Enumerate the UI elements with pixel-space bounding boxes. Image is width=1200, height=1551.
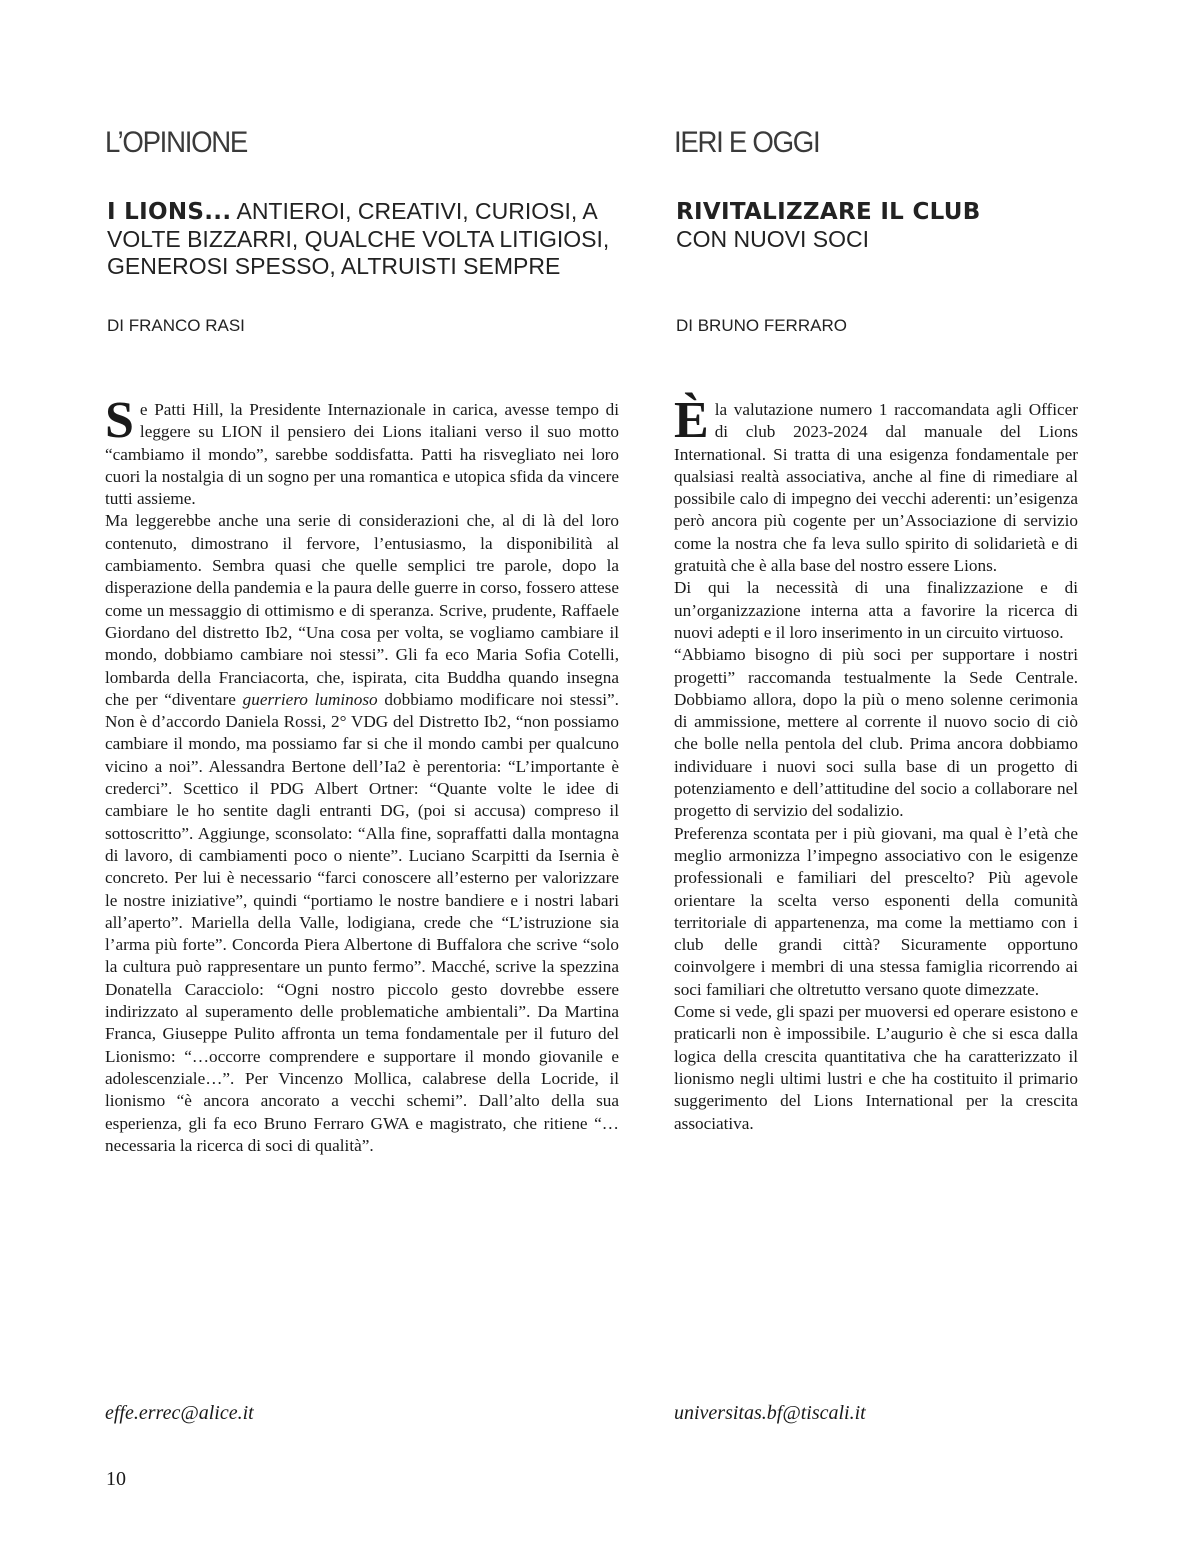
byline: DI BRUNO FERRARO bbox=[676, 316, 847, 335]
headline-bold: I LIONS... bbox=[107, 199, 232, 225]
drop-cap: È bbox=[674, 392, 709, 449]
paragraph: Se Patti Hill, la Presidente Internazionale in carica, avesse tempo di leggere su LION il pensiero dei Lions italiani verso il suo motto “cambiamo il mondo”, sarebbe soddisfatta. Patti ha risvegliato nei loro cuori la nostalgia di un sogno per una romantica e utopica sfida da vincere tutti assieme. bbox=[105, 392, 619, 509]
drop-cap: S bbox=[105, 392, 134, 449]
left-article bbox=[105, 0, 619, 1551]
right-article bbox=[674, 0, 1078, 1551]
page-number: 10 bbox=[106, 1468, 126, 1490]
author-email: effe.errec@alice.it bbox=[105, 1402, 254, 1424]
paragraph: Èla valutazione numero 1 raccomandata agli Officer di club 2023-2024 dal manuale del Lions International. Si tratta di una esigenza fondamentale per qualsiasi realtà associativa, anche al fine di rimediare al possibile calo di impegno dei vecchi aderenti: un’esigenza però ancora più cogente per un’Associazione di servizio come la nostra che fa leva sullo spirito di solidarietà e di gratuità che è alla base del nostro essere Lions. bbox=[674, 392, 1078, 576]
paragraph: Ma leggerebbe anche una serie di considerazioni che, al di là del loro contenuto, dimostrano il fervore, l’entusiasmo, la disponibilità al cambiamento. Sembra quasi che quelle semplici tre parole, dopo la disperazione della pandemia e la paura delle guerre in corso, fossero attese come un messaggio di ottimismo e di speranza. Scrive, prudente, Raffaele Giordano del distretto Ib2, “Una cosa per volta, se vogliamo cambiare il mondo, dobbiamo cambiare noi stessi”. Gli fa eco Maria Sofia Cotelli, lombarda della Franciacorta, che, ispirata, cita Buddha quando insegna che per “diventare guerriero luminoso dobbiamo modificare noi stessi”. Non è d’accordo Daniela Rossi, 2° VDG del Distretto Ib2, “non possiamo cambiare il mondo, ma possiamo far si che il mondo cambi per qualcuno vicino a noi”. Alessandra Bertone dell’Ia2 è perentoria: “L’importante è crederci”. Scettico il PDG Albert Ortner: “Quante volte le idee di cambiare le ho sentite dagli entranti DG, (poi si accusa) compreso il sottoscritto”. Aggiunge, sconsolato: “Alla fine, sopraffatti dalla montagna di lavoro, di cambiamenti poco o niente”. Luciano Scarpitti da Isernia è concreto. Per lui è necessario “farci conoscere all’esterno per valorizzare le nostre iniziative”, quindi “portiamo le nostre bandiere e i nostri labari all’aperto”. Mariella della Valle, lodigiana, crede che “L’istruzione sia l’arma più forte”. Concorda Piera Albertone di Buffalora che scrive “solo la cultura può rappresentare un punto fermo”. Macché, scrive la spezzina Donatella Caracciolo: “Ogni nostro piccolo gesto dovrebbe essere indirizzato al superamento delle problematiche ambientali”. Da Martina Franca, Giuseppe Pulito affronta un tema fondamentale per il futuro del Lionismo: “…occorre comprendere e supportare il mondo giovanile e adolescenziale…”. Per Vincenzo Mollica, calabrese della Locride, il lionismo “è ancora ancorato a vecchi schemi”. Dall’alto della sua esperienza, gli fa eco Bruno Ferraro GWA e magistrato, che ritiene “…necessaria la ricerca di soci di qualità”. bbox=[105, 511, 619, 1155]
section-label: IERI E OGGI bbox=[674, 126, 820, 159]
article-headline bbox=[676, 198, 1196, 253]
headline-rest: CON NUOVI SOCI bbox=[676, 226, 869, 252]
article-body bbox=[674, 392, 1078, 1135]
italic-quote: guerriero luminoso bbox=[242, 689, 378, 709]
paragraph: Come si vede, gli spazi per muoversi ed operare esistono e praticarli non è impossibile. L’augurio è che si esca dalla logica della crescita quantitativa che ha caratterizzato il lionismo negli ultimi lustri e che ha costituito il primario suggerimento del Lions International per la crescita associativa. bbox=[674, 1002, 1078, 1133]
paragraph: “Abbiamo bisogno di più soci per supportare i nostri progetti” raccomanda testualmente la Sede Centrale. Dobbiamo allora, dopo la più o meno solenne cerimonia di ammissione, mettere al corrente il nuovo socio di ciò che bolle nella pentola del club. Prima ancora dobbiamo individuare i nuovi soci sulla base di un progetto di potenziamento e dell’attitudine del socio a collaborare nel progetto di servizio del sodalizio. bbox=[674, 645, 1078, 821]
section-label: L’OPINIONE bbox=[105, 126, 248, 159]
article-body bbox=[105, 392, 619, 1157]
headline-rest: ANTIEROI, CREATIVI, CURIOSI, A VOLTE BIZZARRI, QUALCHE VOLTA LITIGIOSI, GENEROSI SPESSO, ALTRUISTI SEMPRE bbox=[107, 198, 610, 279]
headline-bold: RIVITALIZZARE IL CLUB bbox=[676, 199, 981, 225]
author-email: universitas.bf@tiscali.it bbox=[674, 1402, 866, 1424]
paragraph: Preferenza scontata per i più giovani, ma qual è l’età che meglio armonizza l’impegno associativo con le esigenze professionali e familiari del prescelto? Più agevole orientare la scelta verso esponenti della comunità territoriale di appartenenza, ma come la mettiamo con i club delle grandi città? Sicuramente opportuno coinvolgere i membri di una stessa famiglia ricorrendo ai soci familiari che oltretutto versano quote dimezzate. bbox=[674, 823, 1078, 999]
paragraph: Di qui la necessità di una finalizzazione e di un’organizzazione interna atta a favorire la ricerca di nuovi adepti e il loro inserimento in un circuito virtuoso. bbox=[674, 578, 1078, 642]
article-headline bbox=[107, 198, 627, 280]
byline: DI FRANCO RASI bbox=[107, 316, 245, 335]
